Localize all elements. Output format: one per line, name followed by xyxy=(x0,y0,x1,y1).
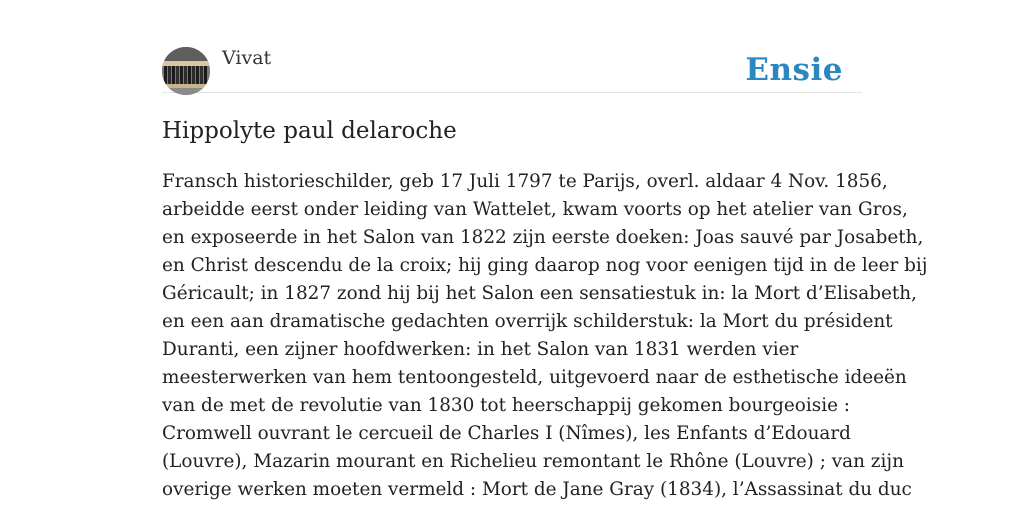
article-line: van de met de revolutie van 1830 tot heerschappij gekomen bourgeoisie : xyxy=(162,395,851,416)
author-avatar[interactable] xyxy=(162,47,210,95)
article-line: (Louvre), Mazarin mourant en Richelieu remontant le Rhône (Louvre) ; van zijn xyxy=(162,451,904,472)
book-spines-avatar-icon xyxy=(162,47,210,95)
article-line: Duranti, een zijner hoofdwerken: in het Salon van 1831 werden vier xyxy=(162,339,799,360)
author-name[interactable]: Vivat xyxy=(222,47,272,69)
article-line: meesterwerken van hem tentoongesteld, uitgevoerd naar de esthetische ideeën xyxy=(162,367,907,388)
site-header xyxy=(162,46,862,93)
article-line: en exposeerde in het Salon van 1822 zijn eerste doeken: Joas sauvé par Josabeth, xyxy=(162,227,924,248)
site-logo[interactable]: Ensie xyxy=(745,52,843,88)
page-title: Hippolyte paul delaroche xyxy=(162,118,457,144)
article-line: en een aan dramatische gedachten overrijk schilderstuk: la Mort du président xyxy=(162,311,893,332)
article-line: arbeidde eerst onder leiding van Wattelet, kwam voorts op het atelier van Gros, xyxy=(162,199,908,220)
article-body xyxy=(162,168,928,504)
article-line: Géricault; in 1827 zond hij bij het Salon een sensatiestuk in: la Mort d’Elisabeth, xyxy=(162,283,917,304)
article-line: Fransch historieschilder, geb 17 Juli 1797 te Parijs, overl. aldaar 4 Nov. 1856, xyxy=(162,171,888,192)
article-line: en Christ descendu de la croix; hij ging daarop nog voor eenigen tijd in de leer bij xyxy=(162,255,928,276)
article-line: Cromwell ouvrant le cercueil de Charles I (Nîmes), les Enfants d’Edouard xyxy=(162,423,851,444)
article-line: overige werken moeten vermeld : Mort de Jane Gray (1834), l’Assassinat du duc xyxy=(162,479,912,500)
